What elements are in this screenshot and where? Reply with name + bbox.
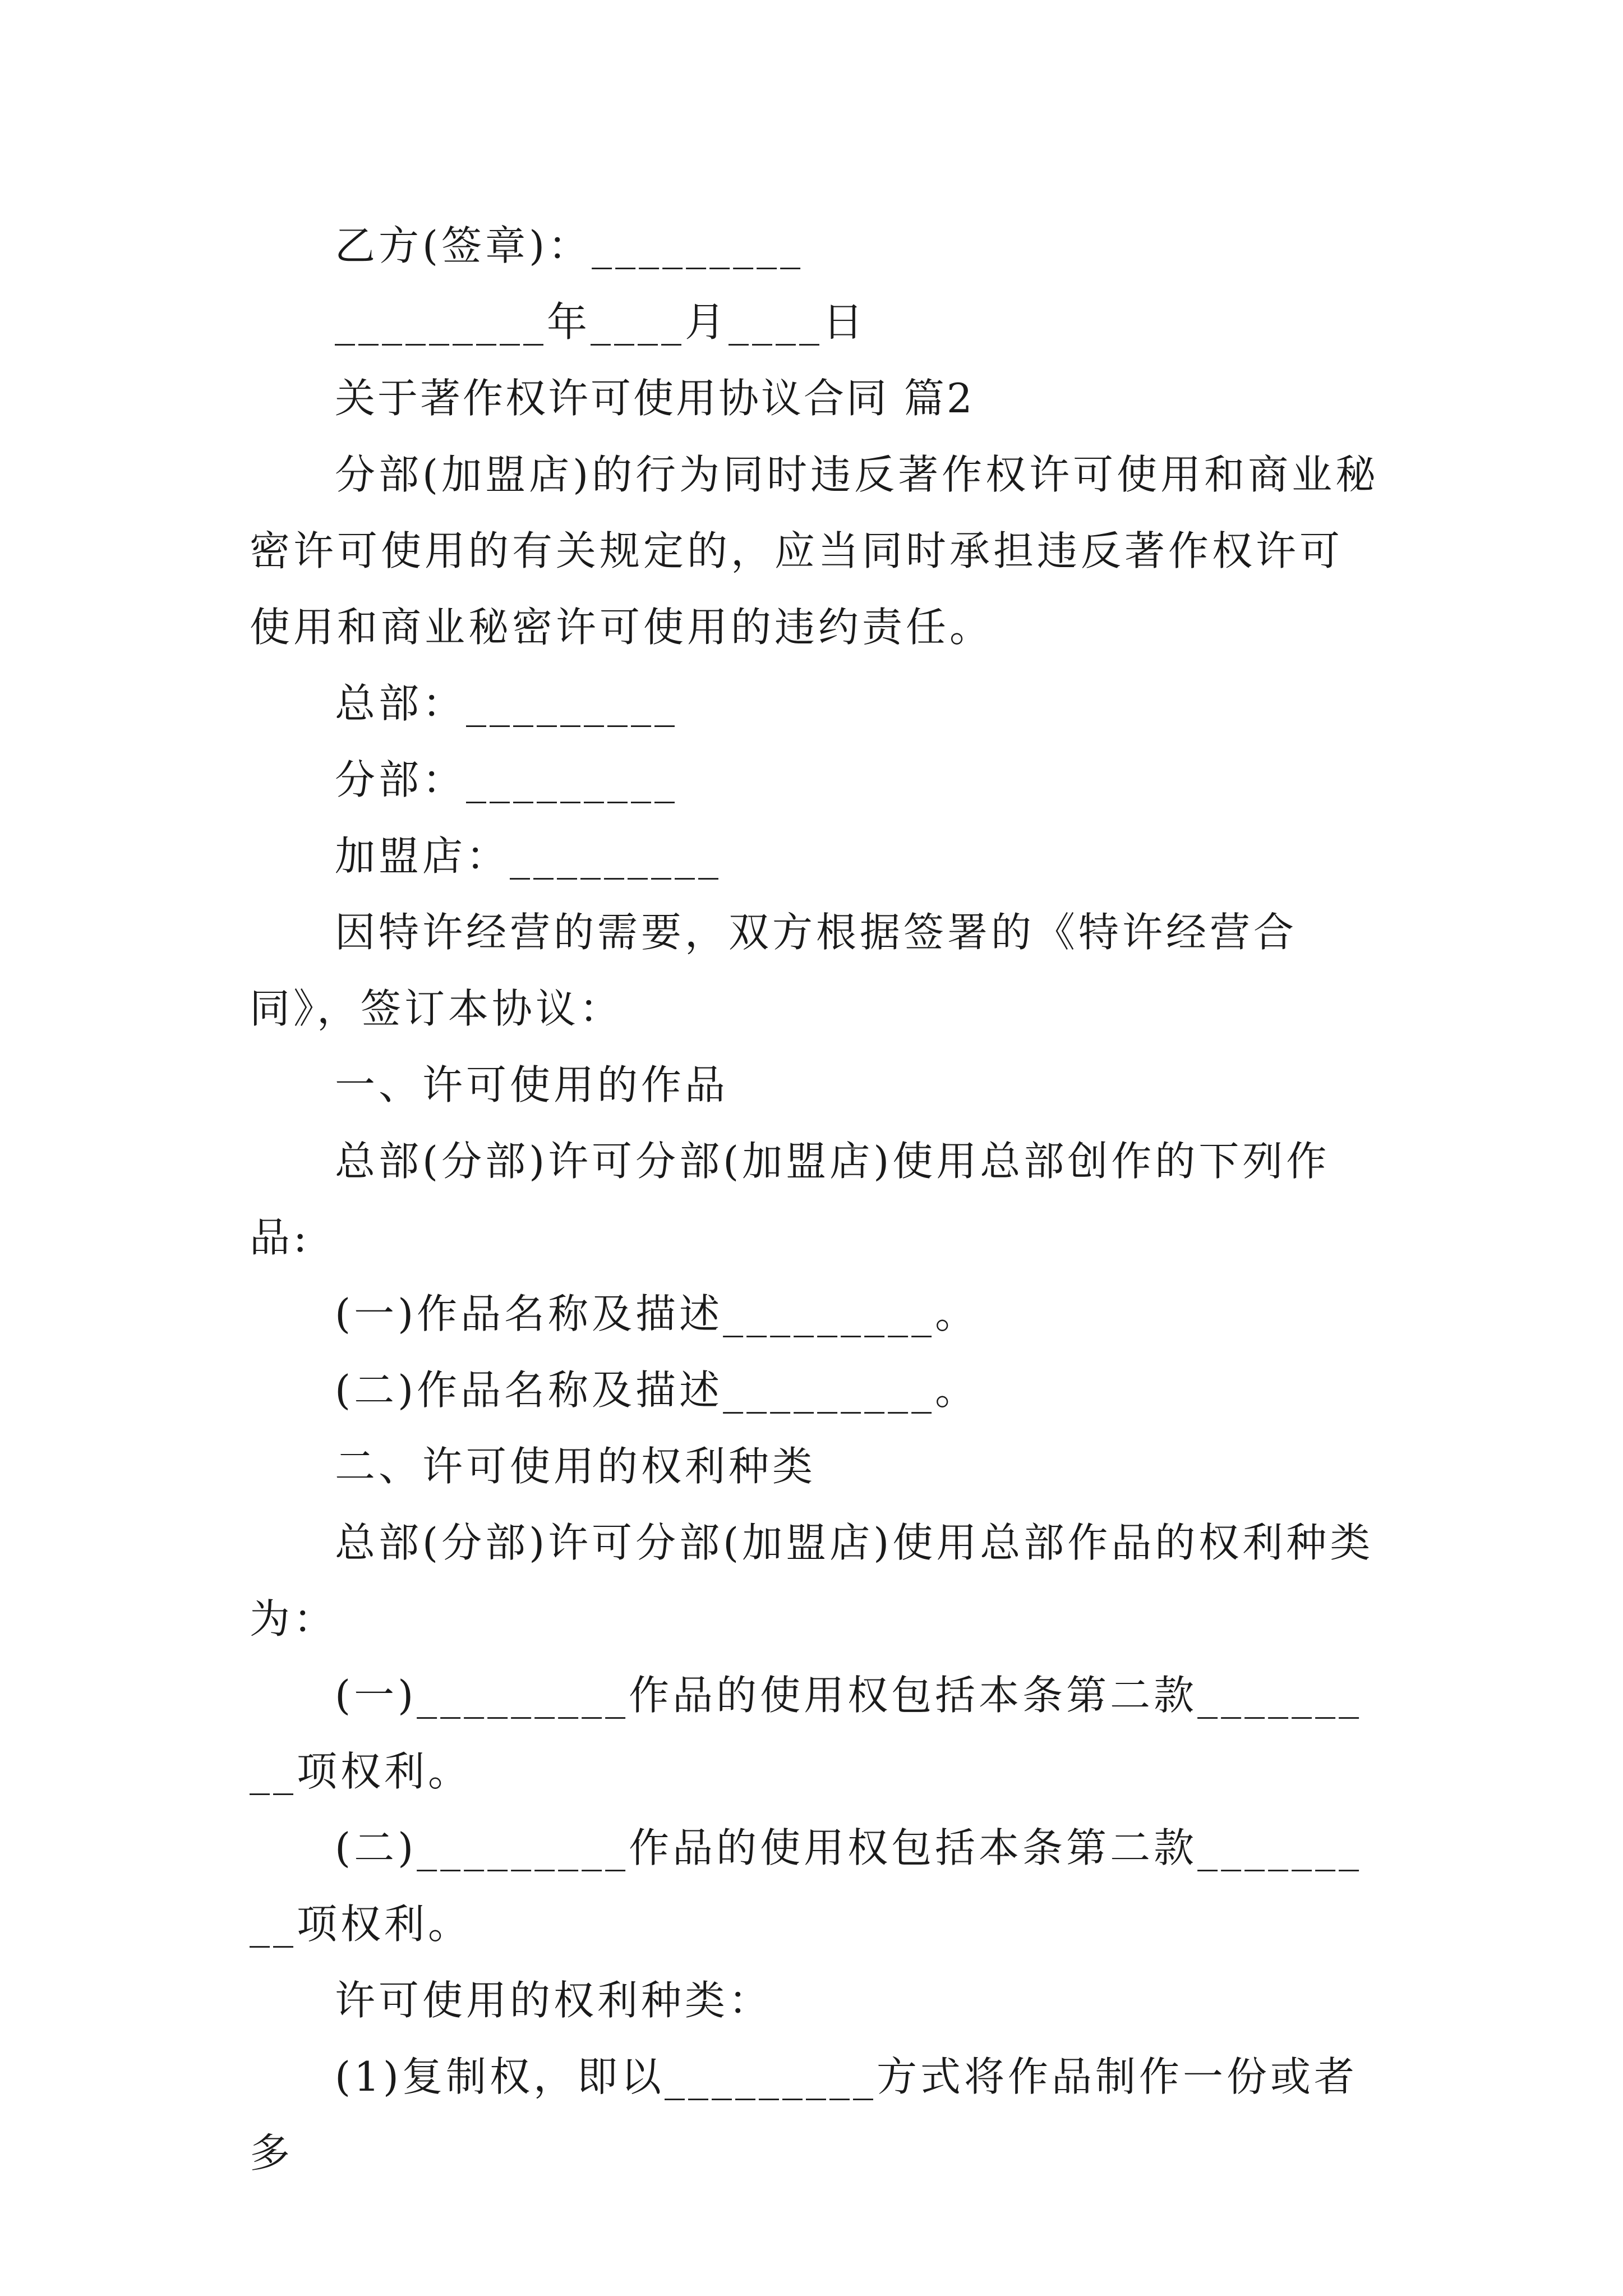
paragraph-preamble: 因特许经营的需要，双方根据签署的《特许经营合同》，签订本协议： bbox=[250, 909, 1298, 1032]
heading-licensed-works: 一、许可使用的作品 bbox=[335, 1061, 729, 1108]
section-title: 关于著作权许可使用协议合同 篇2 bbox=[335, 375, 975, 422]
date-line: _________年____月____日 bbox=[335, 298, 866, 346]
paragraph-rights-types: 总部(分部)许可分部(加盟店)使用总部作品的权利种类为： bbox=[250, 1519, 1374, 1642]
rights-types-label: 许可使用的权利种类： bbox=[335, 1977, 773, 2024]
headquarters-line: 总部：_________ bbox=[335, 680, 679, 727]
work-item-1: (一)作品名称及描述_________。 bbox=[335, 1290, 979, 1337]
document-body bbox=[250, 208, 1385, 2191]
paragraph-licensed-works: 总部(分部)许可分部(加盟店)使用总部创作的下列作品: bbox=[250, 1138, 1330, 1261]
branch-line: 分部：_________ bbox=[335, 756, 679, 803]
paragraph-liability: 分部(加盟店)的行为同时违反著作权许可使用和商业秘密许可使用的有关规定的，应当同时承担违反著作权许可使用和商业秘密许可使用的违约责任。 bbox=[250, 451, 1380, 651]
party-b-signature-line: 乙方(签章)：_________ bbox=[335, 222, 804, 269]
rights-item-1: (一)_________作品的使用权包括本条第二款_________项权利。 bbox=[250, 1672, 1363, 1795]
reproduction-right-line: (1)复制权，即以_________方式将作品制作一份或者多 bbox=[250, 2053, 1358, 2177]
rights-item-2: (二)_________作品的使用权包括本条第二款_________项权利。 bbox=[250, 1824, 1363, 1948]
work-item-2: (二)作品名称及描述_________。 bbox=[335, 1366, 979, 1414]
heading-rights-types: 二、许可使用的权利种类 bbox=[335, 1443, 817, 1490]
franchisee-line: 加盟店：_________ bbox=[335, 832, 722, 880]
